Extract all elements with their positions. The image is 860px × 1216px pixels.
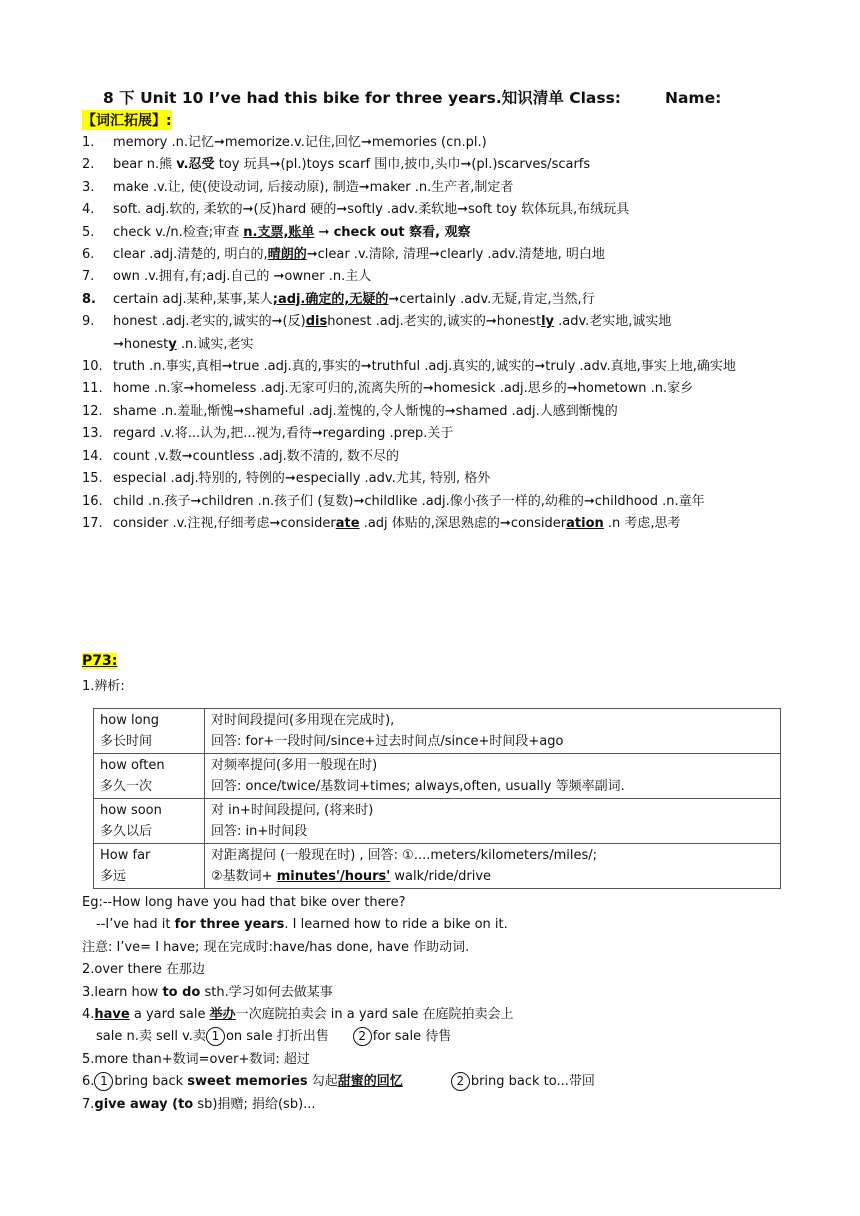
circled-one-icon: 1 (94, 1072, 113, 1091)
name-label: Name: (665, 89, 722, 107)
p73-item-3: 3.learn how to do sth.学习如何去做某事 (82, 984, 333, 1000)
vocab-item: 13. regard .v.将...认为,把...视为,看待➞regarding .prep.关于 (82, 426, 454, 442)
vocab-item: 1. memory .n.记忆➞memorize.v.记住,回忆➞memories (cn.pl.) (82, 135, 487, 150)
page-title (103, 86, 721, 108)
vocab-item: 16. child .n.孩子➞children .n.孩子们 (复数)➞childlike .adj.像小孩子一样的,幼稚的➞childhood .n.童年 (82, 493, 705, 509)
vocab-item: 9. honest .adj.老实的,诚实的➞(反)dishonest .adj.老实的,诚实的➞honestly .adv.老实地,诚实地 ➞honesty .n.诚实,老实 (82, 314, 672, 352)
table-row: how soon 多久以后 对 in+时间段提问, (将来时) 回答: in+时间段 (94, 799, 781, 844)
vocab-item: 4. soft. adj.软的, 柔软的➞(反)hard 硬的➞softly .adv.柔软地➞soft toy 软体玩具,布绒玩具 (82, 202, 630, 218)
p73-item-7: 7.give away (to sb)捐赠; 捐给(sb)... (82, 1096, 316, 1112)
p73-item-6: 6. 1 bring back sweet memories 勾起甜蜜的回忆 2 bring back to...带回 (82, 1074, 595, 1090)
vocab-item: 10. truth .n.事实,真相➞true .adj.真的,事实的➞truthful .adj.真实的,诚实的➞truly .adv.真地,事实上地,确实地 (82, 359, 736, 375)
p73-item-5: 5.more than+数词=over+数词: 超过 (82, 1051, 310, 1067)
p73-item-1: 1.辨析: (82, 679, 125, 694)
vocab-item: 14. count .v.数➞countless .adj.数不清的, 数不尽的 (82, 448, 399, 464)
vocab-item: 8. certain adj.某种,某事,某人;adj.确定的,无疑的➞certainly .adv.无疑,肯定,当然,行 (82, 291, 595, 307)
p73-heading: P73: (82, 653, 118, 669)
vocab-heading: 【词汇拓展】: (82, 110, 172, 130)
table-row: how long 多长时间 对时间段提问(多用现在完成时), 回答: for+一段时间/since+过去时间点/since+时间段+ago (94, 709, 781, 754)
vocab-item: 17. consider .v.注视,仔细考虑➞considerate .adj 体贴的,深思熟虑的➞consideration .n 考虑,思考 (82, 515, 681, 531)
p73-item-4-line-2: sale n.卖 sell v.卖 1 on sale 打折出售 2 for sale 待售 (96, 1029, 452, 1045)
note: 注意: I’ve= I have; 现在完成时:have/has done, have 作助动词. (82, 939, 470, 955)
vocab-item: 11. home .n.家➞homeless .adj.无家可归的,流离失所的➞homesick .adj.思乡的➞hometown .n.家乡 (82, 381, 694, 397)
circled-two-icon: 2 (353, 1027, 372, 1046)
vocab-item: 6. clear .adj.清楚的, 明白的,晴朗的➞clear .v.清除, 清理➞clearly .adv.清楚地, 明白地 (82, 247, 605, 263)
vocab-list (82, 132, 782, 535)
vocab-item: 12. shame .n.羞耻,惭愧➞shameful .adj.羞愧的,令人惭愧的➞shamed .adj.人感到惭愧的 (82, 403, 618, 419)
vocab-item: 3. make .v.让, 使(使设动词, 后接动原), 制造➞maker .n.生产者,制定者 (82, 179, 514, 195)
title-text: 8 下 Unit 10 I’ve had this bike for three years.知识清单 Class: (103, 89, 621, 107)
table-row: How far 多远 对距离提问 (一般现在时) , 回答: ①....meters/kilometers/miles/; ②基数词+ minutes'/hours' walk/ride/drive (94, 844, 781, 889)
p73-item-4: 4.have a yard sale 举办一次庭院拍卖会 in a yard sale 在庭院拍卖会上 (82, 1007, 514, 1023)
table-row: how often 多久一次 对频率提问(多用一般现在时) 回答: once/twice/基数词+times; always,often, usually 等频率副词. (94, 754, 781, 799)
p73-notes (82, 892, 782, 1116)
vocab-item: 15. especial .adj.特别的, 特例的➞especially .adv.尤其, 特别, 格外 (82, 471, 491, 487)
example-question: Eg:--How long have you had that bike over there? (82, 895, 406, 910)
vocab-item: 5. check v./n.检查;审查 n.支票,账单 ➞ check out 察看, 观察 (82, 224, 471, 240)
example-answer: --I’ve had it for three years. I learned how to ride a bike on it. (96, 917, 508, 933)
circled-one-icon: 1 (206, 1027, 225, 1046)
vocab-item: 2. bear n.熊 v.忍受 toy 玩具➞(pl.)toys scarf 围巾,披巾,头巾➞(pl.)scarves/scarfs (82, 157, 591, 173)
p73-item-2: 2.over there 在那边 (82, 962, 206, 978)
circled-two-icon: 2 (451, 1072, 470, 1091)
vocab-item: 7. own .v.拥有,有;adj.自己的 ➞owner .n.主人 (82, 269, 372, 285)
comparison-table (93, 708, 781, 889)
